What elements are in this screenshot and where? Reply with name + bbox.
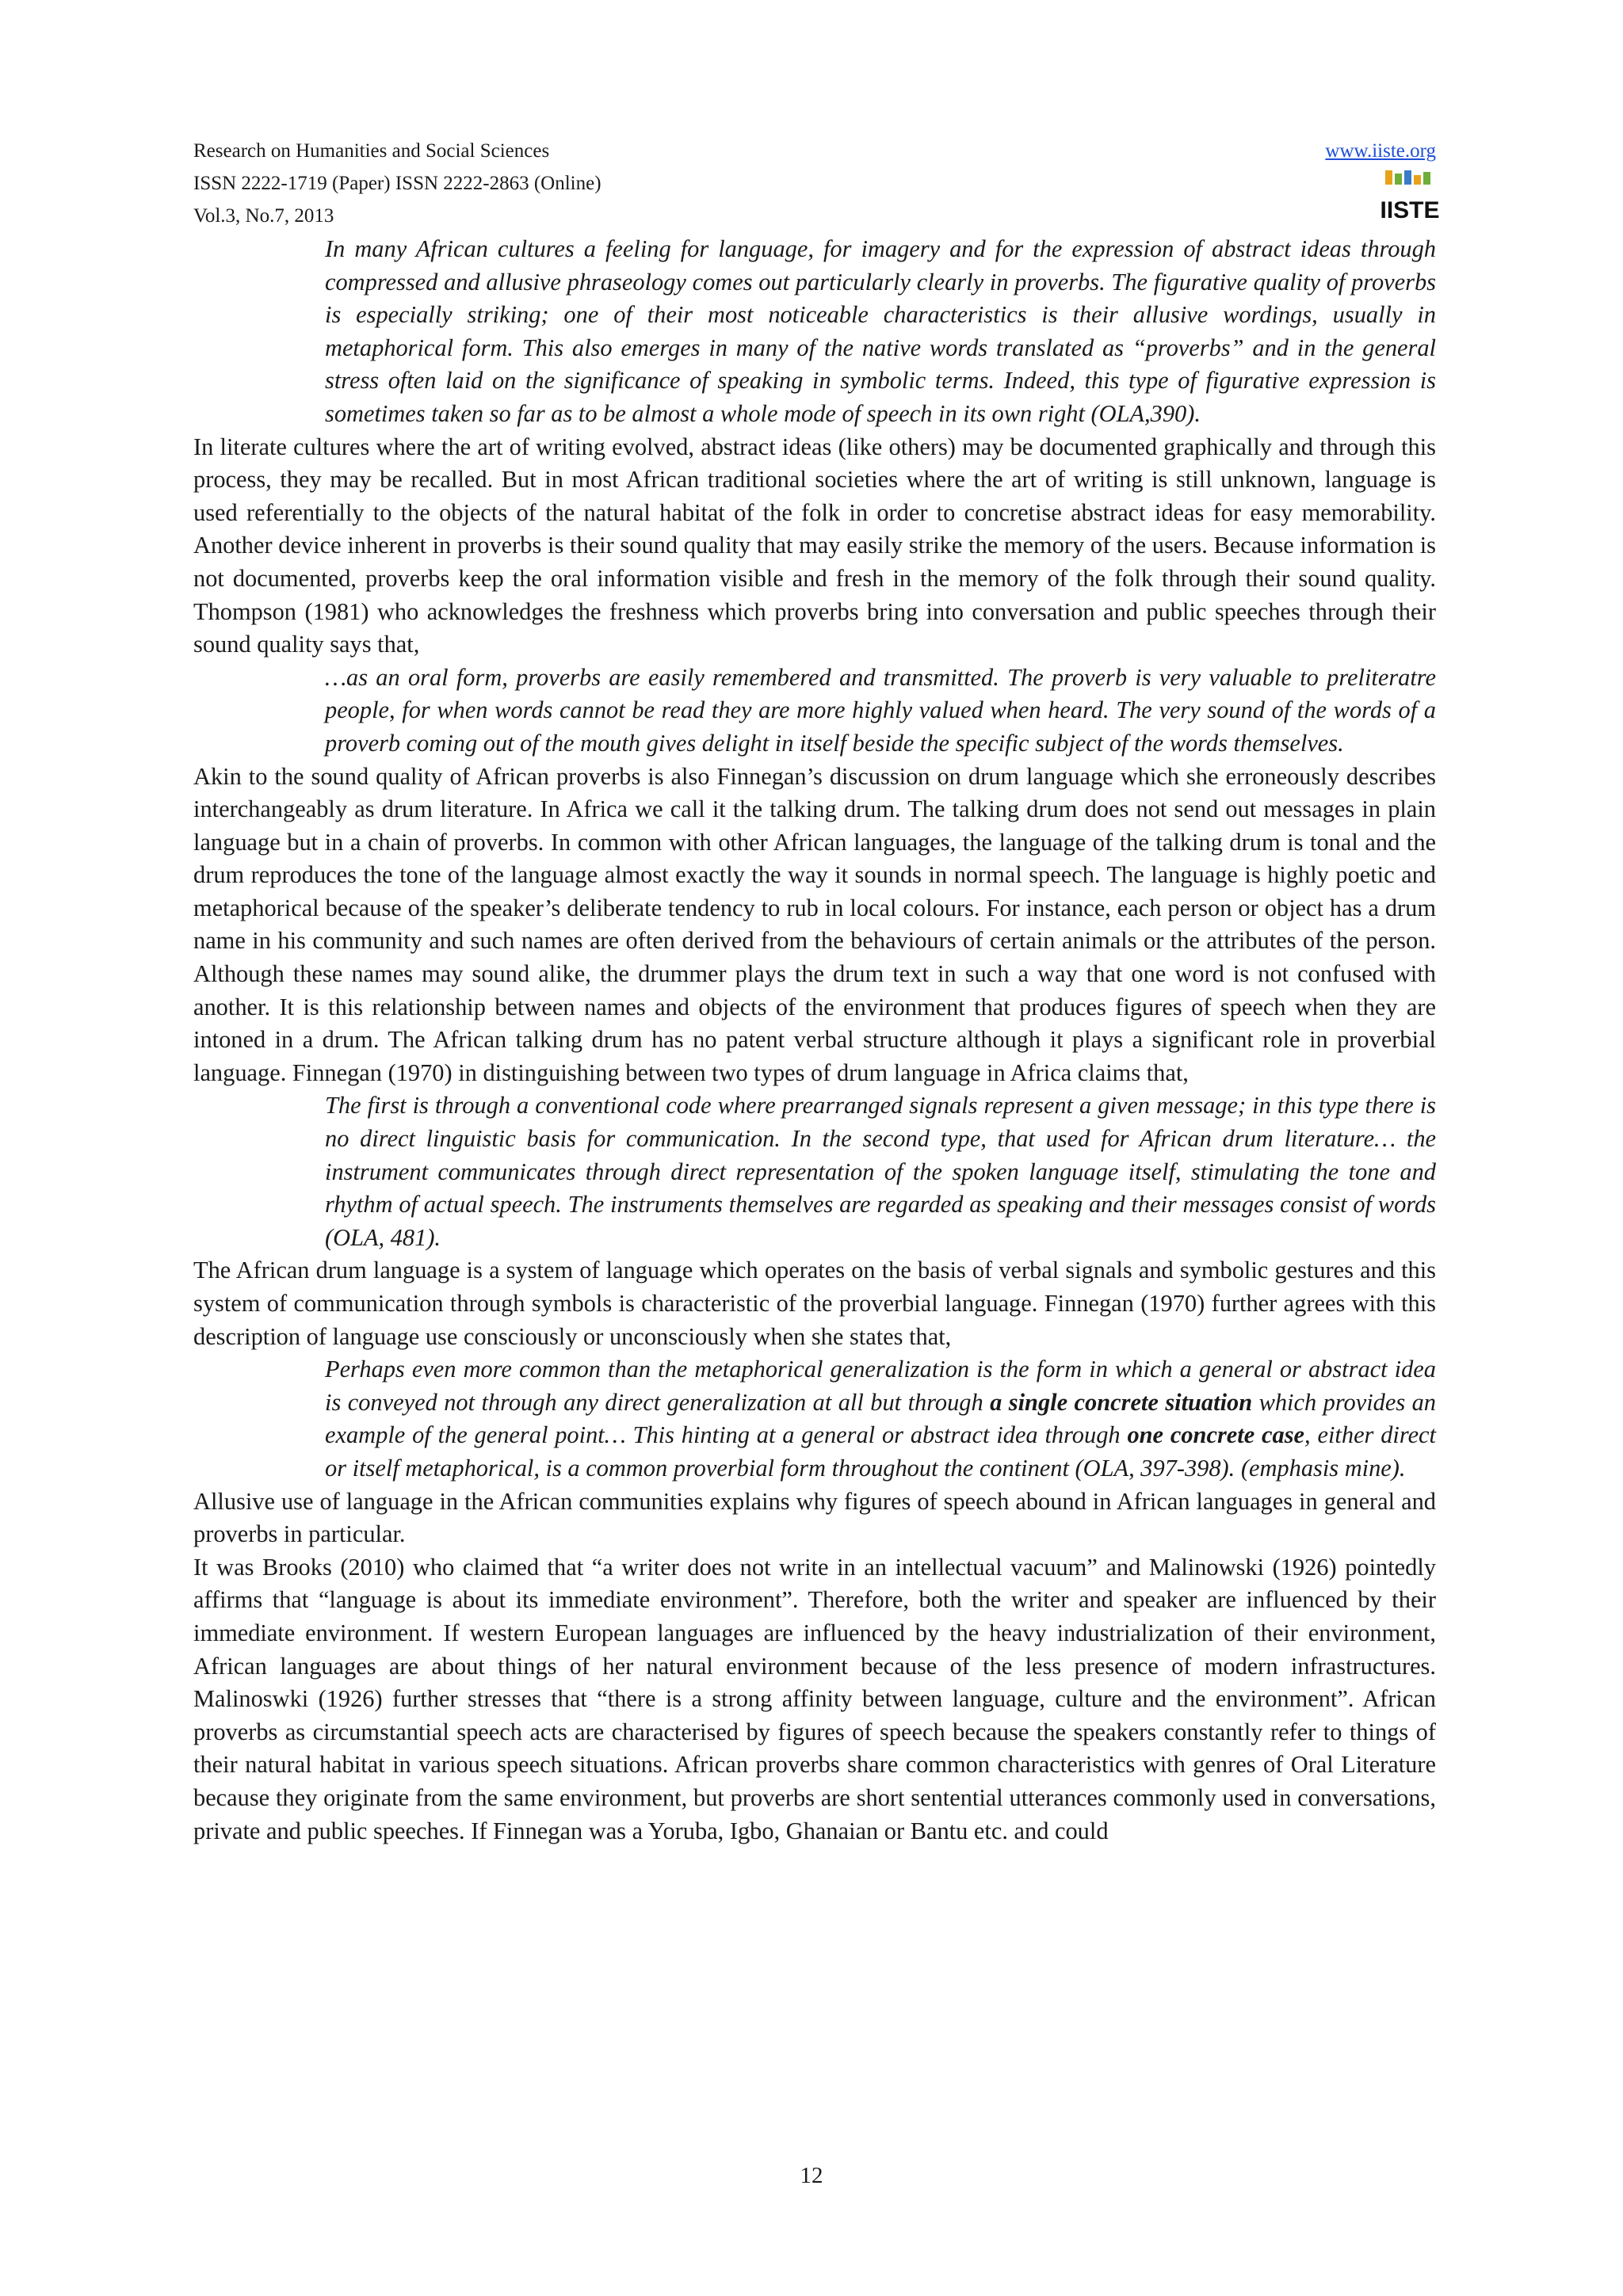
journal-volume: Vol.3, No.7, 2013 [193,205,334,227]
block-quote [325,1353,1436,1485]
block-quote: In many African cultures a feeling for language, for imagery and for the expression of abstract ideas through compressed and allusive phraseology comes out particularly clearly in proverbs. The figurative quality of proverbs is especially striking; one of their most noticeable characteristics is their allusive wordings, usually in metaphorical form. This also emerges in many of the native words translated as “proverbs” and in the general stress often laid on the significance of speaking in symbolic terms. Indeed, this type of figurative expression is sometimes taken so far as to be almost a whole mode of speech in its own right (OLA,390). [325,235,1436,427]
paragraph: It was Brooks (2010) who claimed that “a writer does not write in an intellectual vacuum” and Malinowski (1926) pointedly affirms that “language is about its immediate environment”. Therefore, both the writer and speaker are influenced by their immediate environment. If western European languages are influenced by the heavy industrialization of their environment, African languages are about things of her natural environment because of the less presence of modern infrastructures. Malinoswki (1926) further stresses that “there is a strong affinity between language, culture and the environment”. African proverbs as circumstantial speech acts are characterised by figures of speech because the speakers constantly refer to things of their natural habitat in various speech situations. African proverbs share common characteristics with genres of Oral Literature because they originate from the same environment, but proverbs are short sentential utterances commonly used in conversations, private and public speeches. If Finnegan was a Yoruba, Igbo, Ghanaian or Bantu etc. and could [193,1553,1436,1844]
iiste-logo [1380,169,1440,226]
emphasis-text: a single concrete situation [990,1388,1253,1416]
paragraph: The African drum language is a system of language which operates on the basis of verbal signals and symbolic gestures and this system of communication through symbols is characteristic of the proverbial language. Finnegan (1970) further agrees with this description of language use consciously or unconsciously when she states that, [193,1257,1436,1350]
page-number: 12 [800,2163,823,2188]
journal-issn: ISSN 2222-1719 (Paper) ISSN 2222-2863 (Online) [193,173,601,194]
quote-text: which provides an example of the general point… This hinting at a general or abstract idea through [325,1388,1437,1449]
article-body [193,233,1436,1848]
paragraph: Allusive use of language in the African communities explains why figures of speech abound in African languages in general and proverbs in particular. [193,1487,1436,1548]
emphasis-text: one concrete case [1127,1421,1305,1449]
quote-text: , either direct or itself metaphorical, is a common proverbial form throughout the continent (OLA, 397-398). (emphasis mine). [325,1421,1436,1482]
journal-header [193,135,601,232]
quote-text: Perhaps even more common than the metaphorical generalization is the form in which a general or abstract idea is conveyed not through any direct generalization at all but through [325,1356,1436,1416]
website-link[interactable]: www.iiste.org [1325,140,1436,162]
logo-text: IISTE [1380,197,1440,223]
block-quote: The first is through a conventional code where prearranged signals represent a given message; in this type there is no direct linguistic basis for communication. In the second type, that used for African drum literature… the instrument communicates through direct representation of the spoken language itself, stimulating the tone and rhythm of actual speech. The instruments themselves are regarded as speaking and their messages consist of words (OLA, 481). [325,1092,1436,1251]
paragraph: In literate cultures where the art of writing evolved, abstract ideas (like others) may be documented graphically and through this process, they may be recalled. But in most African traditional societies where the art of writing is still unknown, language is used referentially to the objects of the natural habitat of the folk in order to concretise abstract ideas for easy memorability. Another device inherent in proverbs is their sound quality that may easily strike the memory of the users. Because information is not documented, proverbs keep the oral information visible and fresh in the memory of the folk through their sound quality. Thompson (1981) who acknowledges the freshness which proverbs bring into conversation and public speeches through their sound quality says that, [193,433,1436,658]
block-quote: …as an oral form, proverbs are easily remembered and transmitted. The proverb is very valuable to preliteratre people, for when words cannot be read they are more highly valued when heard. The very sound of the words of a proverb coming out of the mouth gives delight in itself beside the specific subject of the words themselves. [325,663,1436,757]
journal-title: Research on Humanities and Social Sciences [193,140,550,162]
paragraph: Akin to the sound quality of African proverbs is also Finnegan’s discussion on drum language which she erroneously describes interchangeably as drum literature. In Africa we call it the talking drum. The talking drum does not send out messages in plain language but in a chain of proverbs. In common with other African languages, the language of the talking drum is tonal and the drum reproduces the tone of the language almost exactly the way it sounds in normal speech. The language is highly poetic and metaphorical because of the speaker’s deliberate tendency to rub in local colours. For instance, each person or object has a drum name in his community and such names are often derived from the behaviours of certain animals or the attributes of the person. Although these names may sound alike, the drummer plays the drum text in such a way that one word is not confused with another. It is this relationship between names and objects of the environment that produces figures of speech when they are intoned in a drum. The African talking drum has no patent verbal structure although it plays a significant role in proverbial language. Finnegan (1970) in distinguishing between two types of drum language in Africa claims that, [193,762,1436,1086]
